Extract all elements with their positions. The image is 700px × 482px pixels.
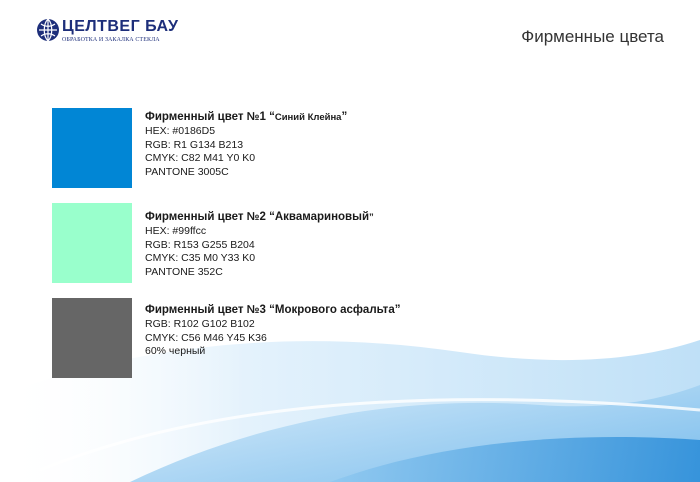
color-cmyk: CMYK: C35 M0 Y33 K0 [145,252,256,264]
logo-name: ЦЕЛТВЕГ БАУ [62,18,179,35]
color-hex: HEX: #0186D5 [145,125,216,137]
color-spec-2 [145,210,374,279]
page-title: Фирменные цвета [521,27,664,46]
color-pantone: PANTONE 352C [145,265,223,278]
color-title-1: Фирменный цвет №1 “Синий Клейна” [145,111,348,123]
color-note: 60% черный [145,345,206,357]
color-swatch-2 [52,203,132,283]
logo-tagline: ОБРАБОТКА И ЗАКАЛКА СТЕКЛА [62,37,160,43]
color-spec-1 [145,110,347,179]
color-cmyk: CMYK: C56 M46 Y45 K36 [145,331,267,344]
company-logo [36,16,179,48]
color-hex: HEX: #99ffcc [145,225,207,237]
color-title-2: Фирменный цвет №2 “Аквамариновый” [145,211,374,223]
color-swatch-3 [52,298,132,378]
color-cmyk: CMYK: C82 M41 Y0 K0 [145,152,256,164]
globe-icon [36,18,60,42]
color-pantone: PANTONE 3005C [145,165,229,178]
color-rgb: RGB: R102 G102 B102 [145,318,255,330]
color-swatch-1 [52,108,132,188]
color-spec-3 [145,303,400,359]
color-rgb: RGB: R1 G134 B213 [145,138,244,151]
color-title-3: Фирменный цвет №3 “Мокрового асфальта” [145,304,401,316]
color-rgb: RGB: R153 G255 B204 [145,238,255,251]
